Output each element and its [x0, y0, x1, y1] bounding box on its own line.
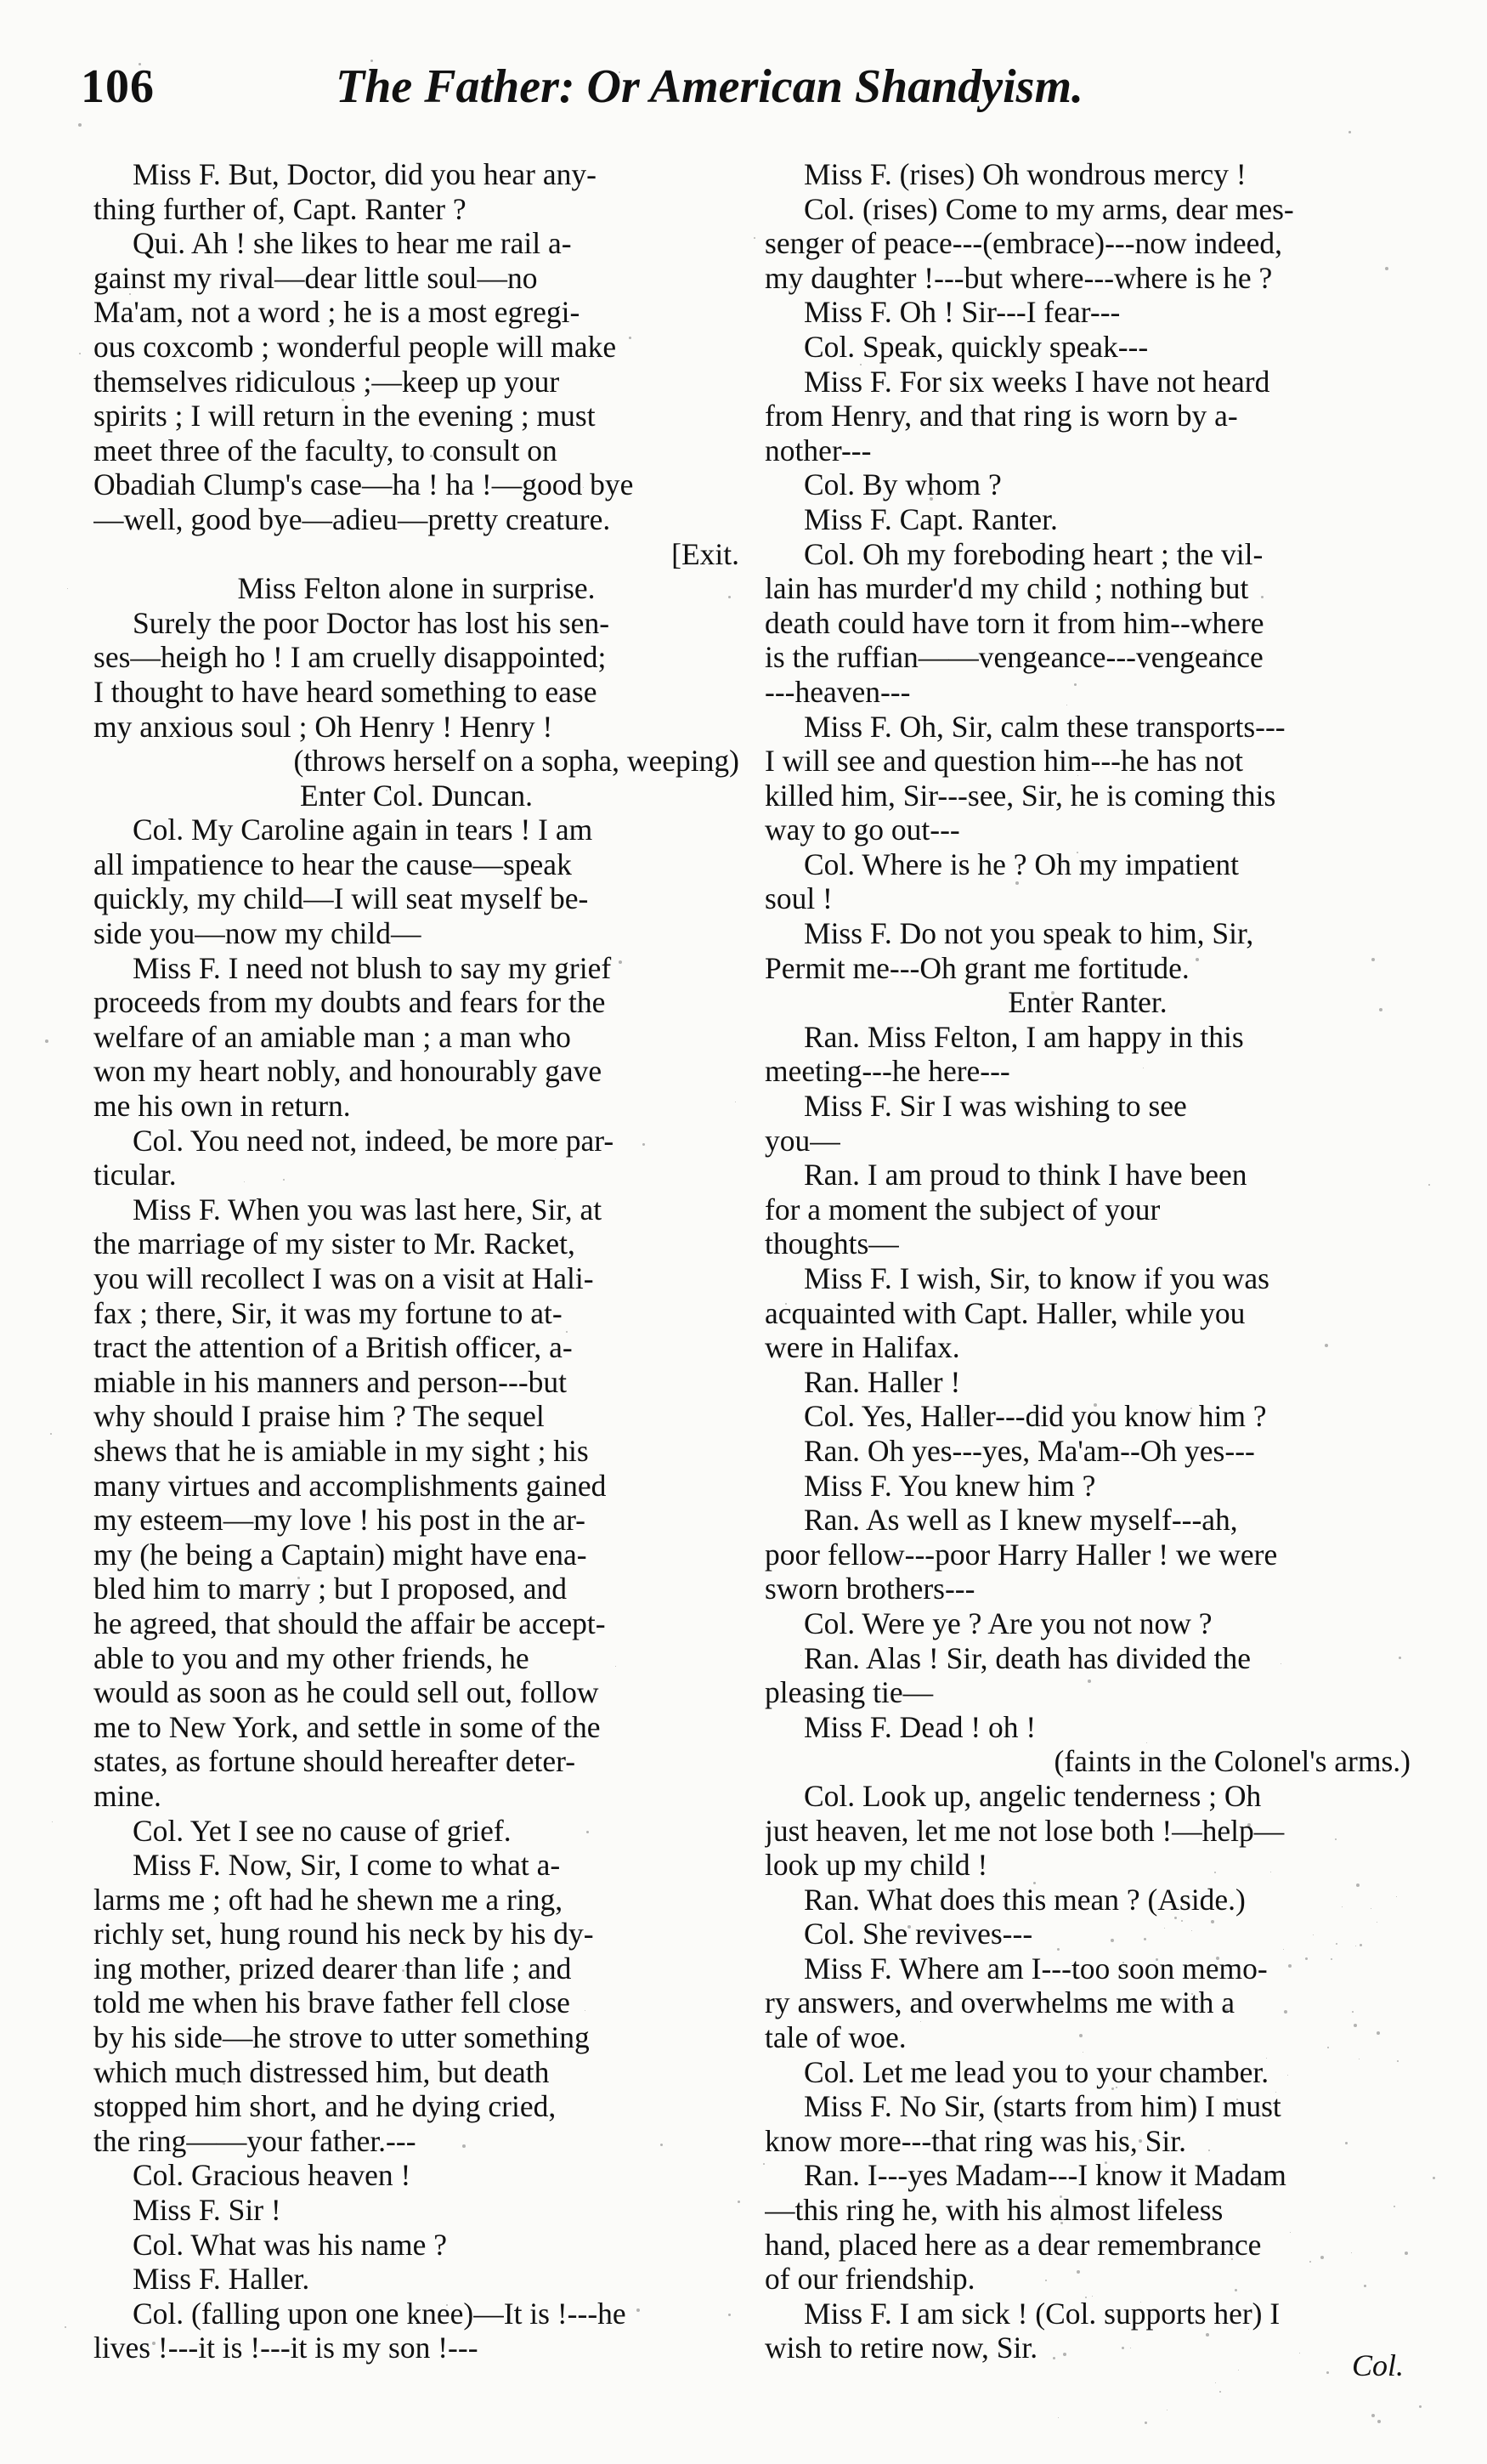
text-line: Col. (rises) Come to my arms, dear mes- [804, 191, 1294, 226]
noise-speck [1053, 2357, 1055, 2359]
noise-speck [1399, 1657, 1401, 1659]
noise-speck [1261, 596, 1264, 598]
text-line: Col. Yet I see no cause of grief. [133, 1813, 512, 1848]
text-line: Miss Felton alone in surprise. [237, 571, 596, 606]
noise-speck [907, 1925, 911, 1929]
text-line: the marriage of my sister to Mr. Racket, [93, 1226, 575, 1261]
noise-speck [152, 2342, 155, 2345]
text-line: Obadiah Clump's case—ha ! ha !—good bye [93, 467, 634, 502]
noise-speck [660, 2144, 663, 2146]
text-line: Ran. Haller ! [804, 1364, 961, 1399]
noise-speck [1356, 1883, 1360, 1887]
noise-speck [583, 487, 584, 488]
page-header [81, 59, 1406, 136]
text-line: senger of peace---(embrace)---now indeed, [765, 226, 1283, 261]
text-line: Ran. Oh yes---yes, Ma'am--Oh yes--- [804, 1433, 1255, 1468]
noise-speck [1122, 2347, 1124, 2349]
text-line: Miss F. No Sir, (starts from him) I must [804, 2089, 1281, 2124]
text-line: pleasing tie— [765, 1675, 934, 1710]
text-line: quickly, my child—I will seat myself be- [93, 881, 589, 916]
noise-speck [1288, 1964, 1292, 1968]
noise-speck [1058, 2417, 1059, 2418]
text-line: shews that he is amiable in my sight ; his [93, 1433, 589, 1468]
text-line: Surely the poor Doctor has lost his sen- [133, 605, 610, 640]
text-line: Col. Let me lead you to your chamber. [804, 2054, 1269, 2089]
noise-speck [1433, 2177, 1435, 2179]
text-line: meet three of the faculty, to consult on [93, 433, 557, 467]
text-line: Ran. I am proud to think I have been [804, 1158, 1247, 1192]
noise-speck [1073, 2308, 1075, 2310]
text-line: tale of woe. [765, 2020, 907, 2055]
text-line: stopped him short, and he dying cried, [93, 2089, 557, 2124]
text-line: side you—now my child— [93, 916, 421, 951]
page-number: 106 [81, 60, 155, 113]
noise-speck [1198, 2174, 1199, 2175]
noise-speck [472, 1071, 473, 1072]
noise-speck [1238, 2370, 1239, 2371]
noise-speck [763, 2163, 765, 2165]
catchword: Col. [1351, 2348, 1404, 2382]
text-line: my esteem—my love ! his post in the ar- [93, 1503, 586, 1538]
text-line: Miss F. But, Doctor, did you hear any- [133, 157, 596, 191]
text-line: all impatience to hear the cause—speak [93, 847, 572, 881]
text-line: Col. Where is he ? Oh my impatient [804, 847, 1240, 881]
noise-speck [1385, 267, 1388, 270]
text-line: soul ! [765, 881, 833, 916]
text-line: look up my child ! [765, 1848, 988, 1883]
noise-speck [384, 621, 387, 624]
noise-speck [963, 1416, 964, 1418]
text-line: just heaven, let me not lose both !—help— [765, 1813, 1285, 1848]
noise-speck [1215, 2382, 1216, 2383]
text-line: fax ; there, Sir, it was my fortune to at- [93, 1295, 563, 1330]
text-line: Miss F. Sir ! [133, 2193, 281, 2228]
noise-speck [1211, 1920, 1214, 1923]
noise-speck [50, 1433, 52, 1435]
noise-speck [334, 696, 335, 697]
noise-speck [1196, 958, 1199, 961]
text-line: Enter Col. Duncan. [299, 778, 534, 813]
text-line: lain has murder'd my child ; nothing but [765, 571, 1249, 606]
text-line: by his side—he strove to utter something [93, 2020, 590, 2055]
text-line: [Exit. [671, 536, 739, 571]
text-line: Miss F. When you was last here, Sir, at [133, 1192, 602, 1226]
text-line: ---heaven--- [765, 674, 911, 709]
text-line: Enter Ranter. [1008, 985, 1168, 1020]
text-line: thing further of, Capt. Ranter ? [93, 191, 466, 226]
noise-speck [1224, 649, 1227, 652]
text-line: Col. My Caroline again in tears ! I am [133, 813, 593, 847]
noise-speck [79, 353, 81, 354]
noise-speck [470, 626, 472, 628]
noise-speck [738, 2201, 740, 2203]
noise-speck [1325, 1344, 1328, 1347]
text-line: ry answers, and overwhelms me with a [765, 1985, 1235, 2020]
noise-speck [1320, 2256, 1324, 2259]
text-line: would as soon as he could sell out, follow [93, 1675, 599, 1710]
noise-speck [67, 588, 68, 589]
noise-speck [1396, 1896, 1397, 1897]
noise-speck [1219, 2391, 1221, 2393]
text-line: nother--- [765, 433, 872, 467]
text-line: which much distressed him, but death [93, 2054, 550, 2089]
text-line: Col. Look up, angelic tenderness ; Oh [804, 1778, 1262, 1813]
noise-speck [338, 1442, 341, 1444]
noise-speck [860, 364, 862, 365]
noise-speck [1305, 1957, 1308, 1960]
text-line: Miss F. (rises) Oh wondrous mercy ! [804, 157, 1247, 191]
text-line: welfare of an amiable man ; a man who [93, 1019, 571, 1054]
text-line: Ran. Alas ! Sir, death has divided the [804, 1640, 1252, 1675]
text-line: spirits ; I will return in the evening ; must [93, 399, 596, 433]
text-line: why should I praise him ? The sequel [93, 1399, 545, 1434]
text-line: —well, good bye—adieu—pretty creature. [93, 501, 611, 536]
text-line: Miss F. I need not blush to say my grief [133, 950, 612, 985]
noise-speck [1077, 2270, 1080, 2274]
text-line: Miss F. Capt. Ranter. [804, 501, 1058, 536]
noise-speck [728, 2314, 731, 2316]
noise-speck [1248, 2329, 1249, 2330]
noise-speck [642, 1143, 645, 1146]
text-line: I will see and question him---he has not [765, 744, 1243, 779]
text-line: sworn brothers--- [765, 1572, 975, 1606]
text-line: Ma'am, not a word ; he is a most egregi- [93, 295, 580, 330]
text-line: lives !---it is !---it is my son !--- [93, 2331, 478, 2365]
text-line: me to New York, and settle in some of the [93, 1709, 601, 1744]
text-line: larms me ; oft had he shewn me a ring, [93, 1882, 563, 1917]
text-line: Col. Oh my foreboding heart ; the vil- [804, 536, 1264, 571]
noise-speck [1060, 2222, 1063, 2224]
noise-speck [1377, 2031, 1380, 2035]
noise-speck [1256, 2184, 1259, 2187]
text-line: Col. Yes, Haller---did you know him ? [804, 1399, 1267, 1434]
text-line: many virtues and accomplishments gained [93, 1468, 607, 1503]
text-line: Col. Speak, quickly speak--- [804, 329, 1149, 364]
text-line: were in Halifax. [765, 1330, 960, 1365]
text-line: killed him, Sir---see, Sir, he is coming this [765, 778, 1276, 813]
noise-speck [1266, 2058, 1267, 2059]
text-line: Miss F. Oh, Sir, calm these transports--- [804, 709, 1286, 744]
noise-speck [1116, 2087, 1117, 2088]
noise-speck [1181, 1920, 1183, 1922]
noise-speck [45, 1039, 48, 1043]
text-line: able to you and my other friends, he [93, 1640, 529, 1675]
noise-speck [1283, 1949, 1284, 1950]
left-text-column [93, 157, 739, 2365]
noise-speck [1336, 1943, 1337, 1945]
noise-speck [1094, 1403, 1097, 1407]
noise-speck [1405, 2252, 1408, 2255]
text-line: death could have torn it from him--where [765, 605, 1264, 640]
text-line: he agreed, that should the affair be accept- [93, 1606, 606, 1640]
text-line: Ran. What does this mean ? (Aside.) [804, 1882, 1246, 1917]
noise-speck [1191, 1930, 1192, 1931]
noise-speck [1348, 131, 1351, 133]
text-line: thoughts— [765, 1226, 899, 1261]
text-line: Qui. Ah ! she likes to hear me rail a- [133, 226, 572, 261]
text-line: my anxious soul ; Oh Henry ! Henry ! [93, 709, 553, 744]
text-line: from Henry, and that ring is worn by a- [765, 399, 1238, 433]
text-line: acquainted with Capt. Haller, while you [765, 1295, 1246, 1330]
noise-speck [1111, 2087, 1114, 2090]
noise-speck [78, 123, 82, 127]
text-line: you will recollect I was on a visit at Hali- [93, 1261, 594, 1295]
text-line: wish to retire now, Sir. [765, 2331, 1038, 2365]
text-line: Miss F. Haller. [133, 2262, 310, 2297]
noise-speck [1377, 2420, 1381, 2423]
text-line: Miss F. Sir I was wishing to see [804, 1089, 1187, 1124]
text-line: miable in his manners and person---but [93, 1364, 568, 1399]
text-line: ses—heigh ho ! I am cruelly disappointed; [93, 640, 607, 675]
text-line: Miss F. Where am I---too soon memo- [804, 1951, 1268, 1985]
noise-speck [1208, 2150, 1210, 2151]
text-line: Ran. I---yes Madam---I know it Madam [804, 2158, 1286, 2193]
text-line: I thought to have heard something to ease [93, 674, 597, 709]
text-line: ing mother, prized dearer than life ; and [93, 1951, 572, 1985]
text-line: Col. What was his name ? [133, 2227, 448, 2262]
noise-speck [1371, 2414, 1375, 2417]
noise-speck [1235, 2289, 1237, 2291]
noise-speck [1371, 958, 1375, 961]
text-line: ous coxcomb ; wonderful people will make [93, 329, 617, 364]
text-line: Miss F. Oh ! Sir---I fear--- [804, 295, 1121, 330]
noise-speck [1231, 2258, 1233, 2260]
noise-speck [619, 960, 622, 964]
text-line: Col. By whom ? [804, 467, 1002, 502]
text-line: way to go out--- [765, 813, 960, 847]
text-line: gainst my rival—dear little soul—no [93, 260, 538, 295]
text-line: Miss F. For six weeks I have not heard [804, 364, 1270, 399]
text-line: Miss F. Dead ! oh ! [804, 1709, 1037, 1744]
noise-speck [629, 337, 631, 339]
text-line: Miss F. I am sick ! (Col. supports her) I [804, 2296, 1281, 2331]
noise-speck [1352, 2011, 1354, 2013]
noise-speck [1167, 1998, 1170, 2002]
text-line: won my heart nobly, and honourably gave [93, 1054, 602, 1089]
noise-speck [244, 1181, 245, 1182]
text-line: ticular. [93, 1158, 177, 1192]
text-line: for a moment the subject of your [765, 1192, 1161, 1226]
text-line: me his own in return. [93, 1089, 351, 1124]
text-line: you— [765, 1123, 840, 1158]
text-line: my daughter !---but where---where is he ? [765, 260, 1273, 295]
text-line: tract the attention of a British officer, a- [93, 1330, 573, 1365]
noise-speck [754, 237, 755, 239]
text-line: Miss F. I wish, Sir, to know if you was [804, 1261, 1269, 1295]
text-line: Ran. As well as I knew myself---ah, [804, 1503, 1238, 1538]
noise-speck [1419, 2405, 1422, 2408]
text-line: of our friendship. [765, 2262, 975, 2297]
text-line: Col. (falling upon one knee)—It is !---he [133, 2296, 626, 2331]
text-line: mine. [93, 1778, 161, 1813]
noise-speck [1059, 2144, 1061, 2146]
text-line: Permit me---Oh grant me fortitude. [765, 950, 1190, 985]
noise-speck [240, 2209, 243, 2212]
text-line: Col. Were ye ? Are you not now ? [804, 1606, 1213, 1640]
noise-speck [1364, 2285, 1366, 2287]
noise-speck [446, 2304, 448, 2306]
text-line: (faints in the Colonel's arms.) [1054, 1744, 1411, 1779]
noise-speck [65, 2326, 66, 2328]
text-line: Miss F. Do not you speak to him, Sir, [804, 916, 1254, 951]
text-line: themselves ridiculous ;—keep up your [93, 364, 560, 399]
text-line: know more---that ring was his, Sir. [765, 2123, 1186, 2158]
text-line: Ran. Miss Felton, I am happy in this [804, 1019, 1244, 1054]
text-line: meeting---he here--- [765, 1054, 1010, 1089]
noise-speck [1145, 2422, 1147, 2424]
text-line: is the ruffian——vengeance---vengeance [765, 640, 1264, 675]
text-line: poor fellow---poor Harry Haller ! we were [765, 1537, 1278, 1572]
noise-speck [1219, 2114, 1220, 2115]
noise-speck [1074, 683, 1077, 686]
text-line: proceeds from my doubts and fears for the [93, 985, 606, 1020]
noise-speck [52, 1821, 53, 1822]
text-line: hand, placed here as a dear remembrance [765, 2227, 1262, 2262]
noise-speck [1428, 1184, 1430, 1186]
running-head: The Father: Or American Shandyism. [336, 60, 1084, 113]
text-line: Col. You need not, indeed, be more par- [133, 1123, 614, 1158]
text-line: Col. Gracious heaven ! [133, 2158, 411, 2193]
noise-speck [1326, 2371, 1329, 2374]
noise-speck [1190, 1408, 1192, 1409]
noise-speck [1299, 2353, 1300, 2354]
noise-speck [1309, 2261, 1311, 2263]
noise-speck [636, 2308, 640, 2312]
noise-speck [196, 1425, 198, 1426]
noise-speck [1063, 2353, 1066, 2356]
noise-speck [1236, 2099, 1238, 2100]
text-line: Miss F. Now, Sir, I come to what a- [133, 1848, 561, 1883]
text-line: bled him to marry ; but I proposed, and [93, 1572, 568, 1606]
text-line: states, as fortune should hereafter deter- [93, 1744, 576, 1779]
noise-speck [223, 2082, 225, 2085]
noise-speck [200, 1736, 203, 1739]
text-line: the ring——your father.--- [93, 2123, 416, 2158]
text-line: Miss F. You knew him ? [804, 1468, 1096, 1503]
text-line: Col. She revives--- [804, 1917, 1033, 1951]
text-line: —this ring he, with his almost lifeless [765, 2193, 1224, 2228]
noise-speck [1057, 1948, 1060, 1951]
text-line: told me when his brave father fell close [93, 1985, 570, 2020]
text-line: richly set, hung round his neck by his dy- [93, 1917, 594, 1951]
noise-speck [555, 1158, 556, 1159]
text-line: my (he being a Captain) might have ena- [93, 1537, 587, 1572]
right-text-column [765, 157, 1411, 2365]
text-line: (throws herself on a sopha, weeping) [293, 744, 739, 779]
